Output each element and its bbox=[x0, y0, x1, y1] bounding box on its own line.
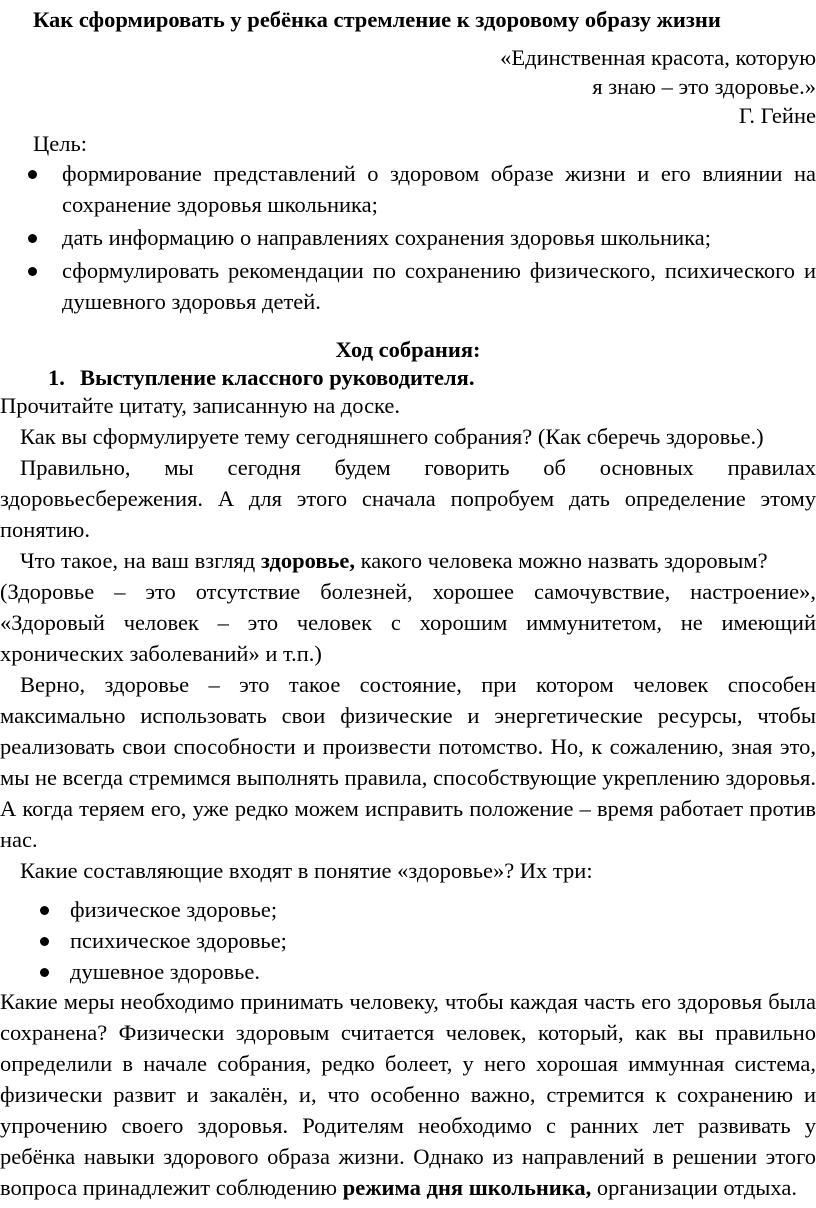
epigraph-author: Г. Гейне bbox=[738, 103, 816, 128]
subsection-number: 1. bbox=[48, 365, 65, 390]
epigraph bbox=[256, 42, 816, 129]
goal-text: дать информацию о направлениях сохранения здоровья школьника; bbox=[62, 225, 711, 250]
paragraph: Как вы сформулируете тему сегодняшнего собрания? (Как сберечь здоровье.) bbox=[20, 424, 764, 449]
bullet-icon bbox=[40, 906, 49, 915]
bold-term: режима дня школьника, bbox=[342, 1175, 592, 1200]
bullet-icon bbox=[40, 968, 49, 977]
body-text-bottom bbox=[0, 986, 816, 1203]
component-text: физическое здоровье; bbox=[70, 897, 278, 922]
component-text: душевное здоровье. bbox=[70, 959, 260, 984]
subsection-title bbox=[48, 362, 474, 393]
paragraph-text: Какие меры необходимо принимать человеку, чтобы каждая часть его здоровья была сохранена? Физически здоровым считается человек, который, как вы правильно определили в начале собрания, редко болеет, у него хорошая иммунная система, физически развит и закалён, и, что особенно важно, стремится к сохранению и упрочению своего здоровья. Родителям необходимо с ранних лет развивать у ребёнка навыки здорового образа жизни. Однако из направлений в решении этого вопроса принадлежит соблюдению bbox=[0, 989, 816, 1200]
components-list bbox=[38, 894, 287, 987]
body-text-top bbox=[0, 390, 816, 886]
goal-text: формирование представлений о здоровом образе жизни и его влиянии на сохранение здоровья школьника; bbox=[62, 161, 816, 217]
paragraph bbox=[0, 986, 816, 1203]
component-text: психическое здоровье; bbox=[70, 928, 287, 953]
goal-item bbox=[28, 222, 816, 253]
component-item bbox=[38, 956, 287, 987]
bullet-icon bbox=[28, 234, 37, 243]
section-title: Ход собрания: bbox=[335, 337, 481, 362]
epigraph-line-1: «Единственная красота, которую bbox=[500, 45, 816, 70]
epigraph-line-2: я знаю – это здоровье.» bbox=[592, 74, 816, 99]
component-item bbox=[38, 894, 287, 925]
bold-term: здоровье, bbox=[260, 548, 355, 573]
goal-item bbox=[28, 255, 816, 317]
bullet-icon bbox=[40, 937, 49, 946]
paragraph: Какие составляющие входят в понятие «здоровье»? Их три: bbox=[20, 858, 593, 883]
goal-text: сформулировать рекомендации по сохранению физического, психического и душевного здоровья детей. bbox=[62, 258, 816, 314]
paragraph-text: организации отдыха. bbox=[591, 1175, 797, 1200]
component-item bbox=[38, 925, 287, 956]
subsection-text: Выступление классного руководителя. bbox=[80, 365, 475, 390]
goals-list bbox=[28, 158, 816, 319]
paragraph-text: Что такое, на ваш взгляд bbox=[20, 548, 261, 573]
bullet-icon bbox=[28, 267, 37, 276]
bullet-icon bbox=[28, 170, 37, 179]
goal-item bbox=[28, 158, 816, 220]
paragraph: Прочитайте цитату, записанную на доске. bbox=[0, 393, 401, 418]
paragraph bbox=[0, 545, 816, 576]
goal-label: Цель: bbox=[33, 131, 87, 156]
paragraph: Верно, здоровье – это такое состояние, при котором человек способен максимально использовать свои физические и энергетические ресурсы, чтобы реализовать свои способности и произвести потомство. Но, к сожалению, зная это, мы не всегда стремимся выполнять правила, способствующие укреплению здоровья. А когда теряем его, уже редко можем исправить положение – время работает против нас. bbox=[0, 672, 816, 852]
paragraph: (Здоровье – это отсутствие болезней, хорошее самочувствие, настроение», «Здоровый человек – это человек с хорошим иммунитетом, не имеющий хронических заболеваний» и т.п.) bbox=[0, 579, 816, 666]
document-title: Как сформировать у ребёнка стремление к здоровому образу жизни bbox=[33, 7, 721, 32]
paragraph: Правильно, мы сегодня будем говорить об основных правилах здоровьесбережения. А для этого сначала попробуем дать определение этому понятию. bbox=[0, 455, 816, 542]
paragraph-text: какого человека можно назвать здоровым? bbox=[354, 548, 768, 573]
